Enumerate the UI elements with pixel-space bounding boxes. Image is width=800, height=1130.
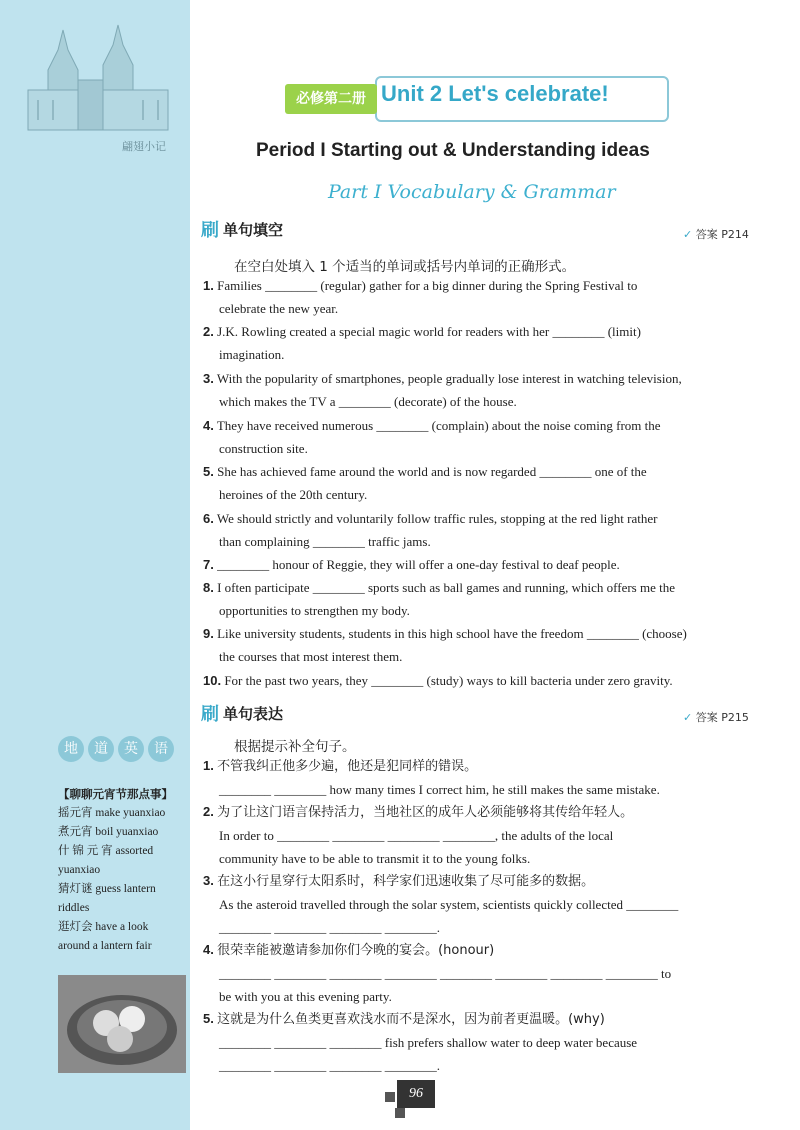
sidebar-note: [58, 785, 186, 956]
unit-header: [285, 76, 670, 122]
badge-char: 语: [148, 736, 174, 762]
question-item: 7. ________ honour of Reggie, they will offer a one-day festival to deaf people.: [203, 557, 620, 572]
answer-ref: [683, 709, 749, 725]
brush-icon: 刷: [201, 704, 219, 725]
badge-char: 道: [88, 736, 114, 762]
answer-ref-text: 答案 P215: [695, 711, 749, 724]
sidebar: [0, 0, 190, 1130]
sidebar-note-line: 逛灯会 have a look: [58, 921, 149, 933]
castle-sketch-image: [8, 10, 180, 140]
sidebar-note-line: yuanxiao: [58, 864, 101, 876]
section-title: 单句表达: [223, 704, 284, 723]
question-item: 3. With the popularity of smartphones, people gradually lose interest in watching television, which makes the TV a ________ (decorate) of the house.: [203, 371, 682, 409]
page-decoration: [385, 1092, 395, 1102]
translation-item: 1. 不管我纠正他多少遍，他还是犯同样的错误。 ________ ________ how many times I correct him, he still makes the same mistake.: [203, 758, 660, 797]
section-heading: [201, 700, 283, 726]
translation-item: 3. 在这小行星穿行太阳系时，科学家们迅速收集了尽可能多的数据。 As the asteroid travelled through the solar system, scientists quickly collected ________ ________ ________ ________ ________.: [203, 873, 679, 935]
question-item: 5. She has achieved fame around the world and is now regarded ________ one of the heroines of the 20th century.: [203, 464, 647, 502]
question-item: 1. Families ________ (regular) gather for a big dinner during the Spring Festival to celebrate the new year.: [203, 278, 638, 316]
unit-title: Unit 2 Let's celebrate!: [381, 81, 609, 106]
translation-item: 5. 这就是为什么鱼类更喜欢浅水而不是深水，因为前者更温暖。(why) ________ ________ ________ fish prefers shallow water to deep water because ________ ________ ________ ________.: [203, 1011, 638, 1073]
check-icon: ✓: [683, 228, 693, 241]
sidebar-note-title: 【聊聊元宵节那点事】: [58, 787, 173, 801]
tangyuan-photo: [58, 975, 186, 1073]
question-item: 10. For the past two years, they ________ (study) ways to kill bacteria under zero gravity.: [203, 673, 673, 688]
culture-badge: [58, 736, 174, 762]
sidebar-note-line: 什 锦 元 宵 assorted: [58, 845, 154, 857]
period-title: Period I Starting out & Understanding ideas: [256, 140, 650, 161]
answer-ref-text: 答案 P214: [695, 228, 749, 241]
question-item: 9. Like university students, students in this high school have the freedom ________ (choose) the courses that most interest them.: [203, 626, 687, 664]
sidebar-note-line: riddles: [58, 902, 90, 914]
answer-ref: [683, 226, 749, 242]
translation-item: 2. 为了让这门语言保持活力，当地社区的成年人必须能够将其传给年轻人。 In order to ________ ________ ________ ________, the adults of the local community have to be able to transmit it to the young folks.: [203, 804, 634, 866]
sidebar-note-line: around a lantern fair: [58, 940, 152, 952]
question-item: 4. They have received numerous ________ (complain) about the noise coming from the construction site.: [203, 418, 661, 456]
section-heading: [201, 216, 283, 242]
translation-item: 4. 很荣幸能被邀请参加你们今晚的宴会。(honour) ________ ________ ________ ________ ________ ________ ________ ________ to be with you at this evening party.: [203, 942, 672, 1004]
badge-char: 英: [118, 736, 144, 762]
sidebar-note-line: 摇元宵 make yuanxiao: [58, 807, 166, 819]
section-title: 单句填空: [223, 220, 284, 239]
check-icon: ✓: [683, 711, 693, 724]
page-decoration: [395, 1108, 405, 1118]
part-title: Part I Vocabulary & Grammar: [328, 181, 616, 203]
sidebar-caption: 翩翅小记: [122, 140, 166, 153]
book-label: 必修第二册: [285, 84, 377, 114]
question-item: 2. J.K. Rowling created a special magic world for readers with her ________ (limit) imagination.: [203, 324, 641, 362]
sidebar-note-line: 猜灯谜 guess lantern: [58, 883, 156, 895]
page-number: 96: [397, 1080, 435, 1108]
instruction: 根据提示补全句子。: [234, 739, 356, 755]
brush-icon: 刷: [201, 220, 219, 241]
instruction: 在空白处填入 1 个适当的单词或括号内单词的正确形式。: [234, 259, 576, 275]
badge-char: 地: [58, 736, 84, 762]
question-item: 8. I often participate ________ sports such as ball games and running, which offers me the opportunities to strengthen my body.: [203, 580, 675, 618]
sidebar-note-line: 煮元宵 boil yuanxiao: [58, 826, 159, 838]
question-item: 6. We should strictly and voluntarily follow traffic rules, stopping at the red light rather than complaining ________ traffic jams.: [203, 511, 658, 549]
